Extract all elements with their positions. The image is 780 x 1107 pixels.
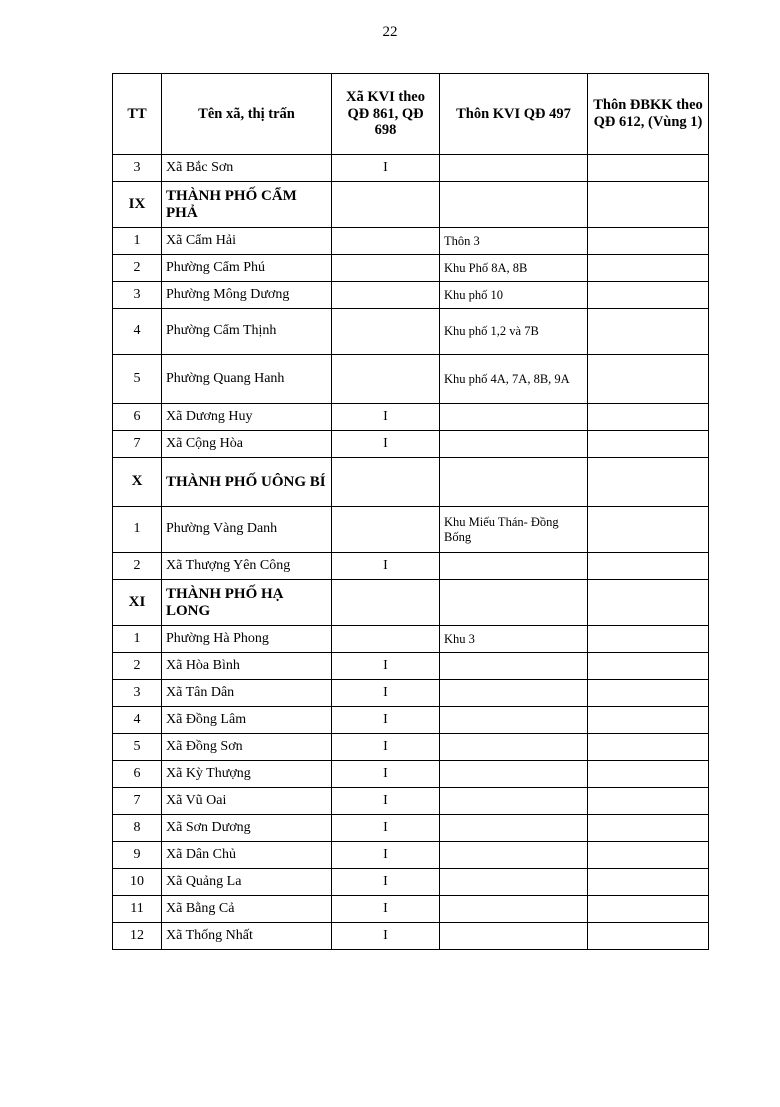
cell-thon <box>440 761 588 788</box>
cell-dbkk <box>588 761 709 788</box>
header-kvi-hamlet: Thôn KVI QĐ 497 <box>440 74 588 155</box>
cell-thon <box>440 923 588 950</box>
cell-kvi <box>332 282 440 309</box>
cell-kvi <box>332 182 440 228</box>
cell-kvi <box>332 255 440 282</box>
table-row <box>113 653 709 680</box>
cell-tt: IX <box>113 182 162 228</box>
cell-thon <box>440 580 588 626</box>
cell-thon <box>440 896 588 923</box>
cell-kvi: I <box>332 923 440 950</box>
cell-tt: 8 <box>113 815 162 842</box>
table-row <box>113 309 709 355</box>
cell-kvi: I <box>332 896 440 923</box>
commune-table <box>112 73 709 950</box>
cell-name: Xã Bắc Sơn <box>162 155 332 182</box>
cell-name: Xã Bằng Cả <box>162 896 332 923</box>
cell-dbkk <box>588 309 709 355</box>
table-row <box>113 155 709 182</box>
group-row <box>113 580 709 626</box>
table-row <box>113 923 709 950</box>
cell-thon <box>440 404 588 431</box>
cell-name: Phường Hà Phong <box>162 626 332 653</box>
cell-tt: X <box>113 458 162 507</box>
cell-dbkk <box>588 842 709 869</box>
cell-dbkk <box>588 282 709 309</box>
table-row <box>113 507 709 553</box>
cell-dbkk <box>588 680 709 707</box>
cell-thon: Thôn 3 <box>440 228 588 255</box>
cell-dbkk <box>588 155 709 182</box>
cell-name: Xã Thống Nhất <box>162 923 332 950</box>
cell-name: Xã Cộng Hòa <box>162 431 332 458</box>
table-row <box>113 404 709 431</box>
cell-thon: Khu Phố 8A, 8B <box>440 255 588 282</box>
cell-name: Phường Quang Hanh <box>162 355 332 404</box>
group-row <box>113 458 709 507</box>
cell-tt: 4 <box>113 309 162 355</box>
cell-thon: Khu phố 10 <box>440 282 588 309</box>
cell-kvi <box>332 355 440 404</box>
cell-name: Xã Đồng Lâm <box>162 707 332 734</box>
cell-name: Xã Vũ Oai <box>162 788 332 815</box>
table-row <box>113 282 709 309</box>
cell-thon: Khu phố 4A, 7A, 8B, 9A <box>440 355 588 404</box>
cell-tt: 4 <box>113 707 162 734</box>
cell-tt: 1 <box>113 228 162 255</box>
cell-dbkk <box>588 553 709 580</box>
cell-dbkk <box>588 404 709 431</box>
cell-dbkk <box>588 355 709 404</box>
cell-kvi: I <box>332 869 440 896</box>
cell-thon <box>440 553 588 580</box>
cell-tt: 10 <box>113 869 162 896</box>
cell-name: THÀNH PHỐ HẠ LONG <box>162 580 332 626</box>
cell-name: Xã Dương Huy <box>162 404 332 431</box>
page-number: 22 <box>382 24 398 40</box>
cell-dbkk <box>588 255 709 282</box>
cell-kvi: I <box>332 788 440 815</box>
cell-dbkk <box>588 580 709 626</box>
cell-kvi: I <box>332 761 440 788</box>
cell-thon <box>440 842 588 869</box>
cell-name: Xã Cẩm Hải <box>162 228 332 255</box>
cell-thon: Khu 3 <box>440 626 588 653</box>
cell-name: THÀNH PHỐ UÔNG BÍ <box>162 458 332 507</box>
cell-tt: 6 <box>113 404 162 431</box>
table-row <box>113 869 709 896</box>
cell-name: Xã Thượng Yên Công <box>162 553 332 580</box>
cell-thon: Khu phố 1,2 và 7B <box>440 309 588 355</box>
cell-name: Phường Mông Dương <box>162 282 332 309</box>
cell-name: Phường Cẩm Phú <box>162 255 332 282</box>
table-row <box>113 680 709 707</box>
cell-kvi: I <box>332 404 440 431</box>
table-row <box>113 707 709 734</box>
cell-dbkk <box>588 228 709 255</box>
cell-dbkk <box>588 707 709 734</box>
cell-tt: 7 <box>113 431 162 458</box>
cell-name: Xã Tân Dân <box>162 680 332 707</box>
cell-dbkk <box>588 896 709 923</box>
cell-thon <box>440 815 588 842</box>
cell-kvi: I <box>332 707 440 734</box>
cell-tt: XI <box>113 580 162 626</box>
cell-tt: 7 <box>113 788 162 815</box>
cell-name: Phường Vàng Danh <box>162 507 332 553</box>
cell-thon <box>440 182 588 228</box>
header-kvi-commune: Xã KVI theo QĐ 861, QĐ 698 <box>332 74 440 155</box>
cell-tt: 6 <box>113 761 162 788</box>
table-row <box>113 842 709 869</box>
table-row <box>113 228 709 255</box>
cell-kvi <box>332 458 440 507</box>
cell-dbkk <box>588 734 709 761</box>
group-row <box>113 182 709 228</box>
cell-name: Xã Đồng Sơn <box>162 734 332 761</box>
table-row <box>113 431 709 458</box>
cell-tt: 11 <box>113 896 162 923</box>
table-row <box>113 626 709 653</box>
cell-kvi: I <box>332 431 440 458</box>
cell-kvi: I <box>332 680 440 707</box>
cell-tt: 2 <box>113 653 162 680</box>
cell-thon <box>440 680 588 707</box>
header-tt: TT <box>113 74 162 155</box>
cell-dbkk <box>588 182 709 228</box>
cell-name: Xã Kỳ Thượng <box>162 761 332 788</box>
cell-tt: 1 <box>113 626 162 653</box>
cell-kvi: I <box>332 553 440 580</box>
cell-dbkk <box>588 815 709 842</box>
cell-dbkk <box>588 431 709 458</box>
cell-thon: Khu Miếu Thán- Đồng Bống <box>440 507 588 553</box>
cell-thon <box>440 458 588 507</box>
cell-dbkk <box>588 923 709 950</box>
table-row <box>113 788 709 815</box>
cell-kvi: I <box>332 734 440 761</box>
header-dbkk-hamlet: Thôn ĐBKK theo QĐ 612, (Vùng 1) <box>588 74 709 155</box>
cell-thon <box>440 707 588 734</box>
header-name: Tên xã, thị trấn <box>162 74 332 155</box>
cell-tt: 1 <box>113 507 162 553</box>
cell-kvi <box>332 626 440 653</box>
cell-kvi <box>332 309 440 355</box>
cell-kvi <box>332 580 440 626</box>
cell-thon <box>440 869 588 896</box>
table-row <box>113 255 709 282</box>
cell-thon <box>440 155 588 182</box>
cell-kvi: I <box>332 653 440 680</box>
table-row <box>113 761 709 788</box>
cell-name: Xã Dân Chủ <box>162 842 332 869</box>
cell-thon <box>440 734 588 761</box>
cell-dbkk <box>588 869 709 896</box>
cell-tt: 3 <box>113 155 162 182</box>
table-row <box>113 553 709 580</box>
cell-tt: 2 <box>113 255 162 282</box>
cell-tt: 5 <box>113 734 162 761</box>
cell-kvi <box>332 507 440 553</box>
cell-kvi <box>332 228 440 255</box>
cell-dbkk <box>588 458 709 507</box>
cell-tt: 9 <box>113 842 162 869</box>
cell-name: Phường Cẩm Thịnh <box>162 309 332 355</box>
table-row <box>113 896 709 923</box>
table-header-row <box>113 74 709 155</box>
cell-tt: 3 <box>113 680 162 707</box>
table-row <box>113 355 709 404</box>
cell-name: Xã Sơn Dương <box>162 815 332 842</box>
cell-kvi: I <box>332 842 440 869</box>
cell-thon <box>440 431 588 458</box>
cell-dbkk <box>588 788 709 815</box>
cell-kvi: I <box>332 815 440 842</box>
table-row <box>113 815 709 842</box>
cell-thon <box>440 653 588 680</box>
cell-dbkk <box>588 507 709 553</box>
cell-kvi: I <box>332 155 440 182</box>
cell-tt: 3 <box>113 282 162 309</box>
cell-name: THÀNH PHỐ CẨM PHẢ <box>162 182 332 228</box>
cell-tt: 12 <box>113 923 162 950</box>
cell-tt: 5 <box>113 355 162 404</box>
cell-tt: 2 <box>113 553 162 580</box>
cell-dbkk <box>588 626 709 653</box>
cell-dbkk <box>588 653 709 680</box>
cell-name: Xã Hòa Bình <box>162 653 332 680</box>
cell-thon <box>440 788 588 815</box>
cell-name: Xã Quảng La <box>162 869 332 896</box>
table-row <box>113 734 709 761</box>
